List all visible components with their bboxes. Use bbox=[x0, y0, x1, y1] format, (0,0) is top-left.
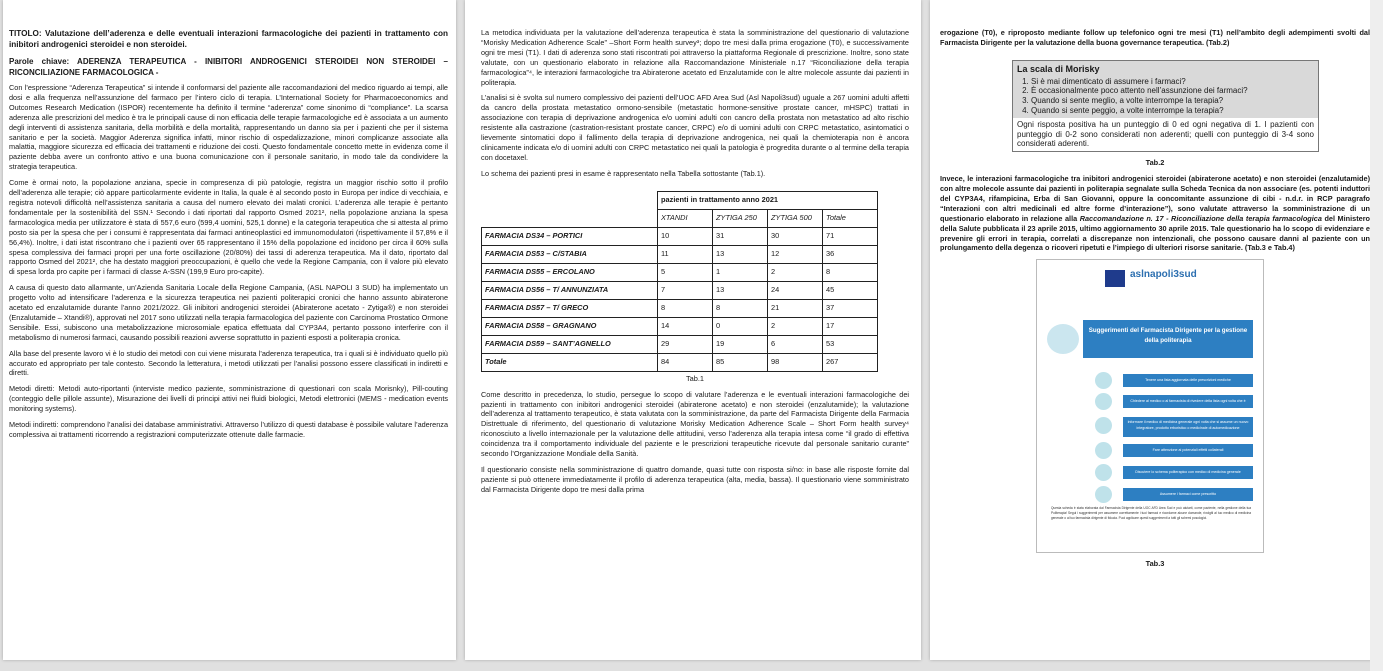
paragraph: Il questionario consiste nella somministrazione di quattro domande, quasi tutte con risposta si/no: in base alle risposte fornite dal paziente si può ottenere immediatamente il profilo di aderenza terapeutica (alta, media, bassa). Il questionario viene somministrato dal Farmacista Dirigente dopo tre mesi dalla prima bbox=[481, 464, 909, 494]
table-cell: 2 bbox=[768, 263, 823, 281]
table-row bbox=[482, 245, 878, 263]
table-cell: 1 bbox=[713, 263, 768, 281]
paragraph: erogazione (T0), e riproposto mediante follow up telefonico ogni tre mesi (T1) nell’ambito degli adempimenti svolti dal Farmacista Dirigente per la valutazione della buona governance terapeutica. (Tab.2) bbox=[940, 28, 1370, 47]
table-cell: 2 bbox=[768, 317, 823, 335]
table-row bbox=[482, 281, 878, 299]
page-3 bbox=[930, 0, 1380, 660]
table-caption: Tab.2 bbox=[1145, 158, 1165, 168]
pills-icon bbox=[1095, 417, 1112, 434]
table-row bbox=[482, 353, 878, 371]
keywords: Parole chiave: ADERENZA TERAPEUTICA - INIBITORI ANDROGENICI STEROIDEI NON STEROIDEI – RICONCILIAZIONE FARMACOLOGICA - bbox=[9, 57, 448, 77]
table-cell: 98 bbox=[768, 353, 823, 371]
morisky-list bbox=[1017, 77, 1314, 116]
logo-text: aslnapoli3sud bbox=[1130, 269, 1197, 281]
poster-item: Fare attenzione ai potenziali effetti collaterali bbox=[1123, 444, 1253, 457]
table-cell: 17 bbox=[823, 317, 878, 335]
table-cell: 85 bbox=[713, 353, 768, 371]
poster-item: Tenere una lista aggiornata delle prescrizioni mediche bbox=[1123, 374, 1253, 387]
table-cell: 14 bbox=[658, 317, 713, 335]
row-label: Totale bbox=[482, 353, 658, 371]
page-2 bbox=[465, 0, 921, 660]
scrollbar[interactable] bbox=[1370, 0, 1383, 671]
row-label: FARMACIA DS34 – PORTICI bbox=[482, 227, 658, 245]
table-cell: 53 bbox=[823, 335, 878, 353]
poster-item: Assumere i farmaci come prescritto bbox=[1123, 488, 1253, 501]
table-cell: 267 bbox=[823, 353, 878, 371]
row-label: FARMACIA DS55 – ERCOLANO bbox=[482, 263, 658, 281]
paragraph: L’analisi si è svolta sul numero complessivo dei pazienti dell’UOC AFD Area Sud (Asl Napoli3sud) uguale a 267 uomini adulti affetti da cancro della prostata metastatico ormono-sensibile (metastatic hormone-sensitive prostate cancer, mHSPC) trattati in associazione con terapia di deprivazione androgenica e/o uomini adulti con cancro della prostata non metastatico ad alto rischio resistente alla castrazione (castration-resistant prostate cancer, CRPC) e/o di uomini adulti con CRPC metastatico, asintomatici o lievemente sintomatici dopo il fallimento della terapia di deprivazione androgenica, nei quali la chemioterapia non è ancora clinicamente indicata e/o di uomini adulti con CRPC metastatico nei quali la patologia è progredita durante o al termine della terapia con docetaxel. bbox=[481, 93, 909, 162]
list-item: 4. Quando si sente peggio, a volte interrompe la terapia? bbox=[1031, 106, 1314, 116]
pharmacist-illustration bbox=[1047, 324, 1079, 354]
poster-note: Questa scheda è stata elaborata dal Farmacista Dirigente della UOC AFD Area Sud e può aiutarti, come paziente, nella gestione della tua Politerapia! Segui i suggerimenti per assumere correttamente i tuoi farmaci e ricordarne alcune domande, rivolgiti al tuo medico di medicina generale o al tuo farmacista dirigente di fiducia. Puoi applicare questi suggerimenti a tutti gli schemi posologici. bbox=[1051, 506, 1251, 521]
table-cell: 24 bbox=[768, 281, 823, 299]
table-cell: 0 bbox=[713, 317, 768, 335]
document-title: TITOLO: Valutazione dell’aderenza e delle eventuali interazioni farmacologiche dei pazienti in trattamento con inibitori androgenici steroidei e non steroidei. bbox=[9, 29, 448, 49]
table-cell: 10 bbox=[658, 227, 713, 245]
table-cell: 84 bbox=[658, 353, 713, 371]
table-cell: 45 bbox=[823, 281, 878, 299]
table-cell: 30 bbox=[768, 227, 823, 245]
table-cell: 8 bbox=[823, 263, 878, 281]
row-label: FARMACIA DS59 – SANT’AGNELLO bbox=[482, 335, 658, 353]
morisky-footer: Ogni risposta positiva ha un punteggio di 0 ed ogni negativa di 1. I pazienti con punteggio di 0-2 sono considerati non aderenti; quelli con punteggio di 3-4 sono considerati aderenti. bbox=[1017, 119, 1314, 149]
column-header: ZYTIGA 250 bbox=[713, 209, 768, 227]
row-label: FARMACIA DS57 – T/ GRECO bbox=[482, 299, 658, 317]
morisky-title: La scala di Morisky bbox=[1017, 63, 1100, 74]
paragraph: Lo schema dei pazienti presi in esame è rappresentato nella Tabella sottostante (Tab.1). bbox=[481, 168, 766, 178]
table-cell: 8 bbox=[658, 299, 713, 317]
paragraph: La metodica individuata per la valutazione dell’aderenza terapeutica è stata la somministrazione del questionario di valutazione “Morisky Medication Adherence Scale” –Short Form health survey³; dopo tre mesi dalla prima erogazione (T0), e successivamente ogni tre mesi (T1). I dati di aderenza sono stati riscontrati poi attraverso la piattaforma Regionale di prescrizione. Inoltre, sono state valutate, con un questionario elaborato in relazione alla Raccomandazione Ministeriale n.17 “Riconciliazione della terapia farmacologica”⁴, le interazioni farmacologiche tra Abiraterone acetato ed Enzalutamide con le altre molecole assunte dai pazienti in politerapia. bbox=[481, 28, 909, 87]
paragraph: Invece, le interazioni farmacologiche tra inibitori androgenici steroidei (abiraterone acetato) e non steroidei (enzalutamide) con altre molecole assunte dai pazienti in politerapia segnalate sulla Scheda Tecnica da non associare (es. potenti induttori del CYP3A4, rifampicina, Erba di San Giovanni, oppure la concomitante assunzione di cibi - n.d.r. in RCP paragrafo “Interazioni con altri medicinali ed altre forme d’interazione”), sono valutate attraverso la somministrazione di un questionario elaborato in relazione alla Raccomandazione n. 17 - Riconciliazione della terapia farmacologica del Ministero della Salute pubblicata il 23 aprile 2015, ultimo aggiornamento 30 aprile 2015. Tale questionario ha lo scopo di evidenziare e prevenire gli errori in terapia, correlati a discrepanze non intenzionali, che possono causare danni al paziente con un prolungamento della degenza o ricoveri ripetuti e l’impiego di ulteriori risorse sanitarie. (Tab.3 e Tab.4) bbox=[940, 174, 1370, 253]
row-label: FARMACIA DS53 – C/STABIA bbox=[482, 245, 658, 263]
paragraph: Con l’espressione “Aderenza Terapeutica” si intende il conformarsi del paziente alle raccomandazioni del medico riguardo ai tempi, alle dosi e alla frequenza nell’assunzione del farmaco per l’intero ciclo di terapia. L’International Society for Pharmacoeconomics and Outcomes Research Medication (ISPOR) recentemente ha definito il termine “aderenza” come sinonimo di “compliance”. La scarsa aderenza alle prescrizioni del medico è tra le principali cause di non efficacia delle terapie farmacologiche ed è associata a un aumento degli interventi di assistenza sanitaria, della morbilità e della mortalità, rappresentando un danno sia per i pazienti che per il sistema sanitario e per la società. Maggior Aderenza significa infatti, minor rischio di ospedalizzazione, minori complicanze associate alla malattia, maggiore sicurezza ed efficacia dei trattamenti e riduzione dei costi. Questo fondamentale concetto mette in evidenza come il paziente debba avere un confronto attivo e una buona comunicazione con il personale sanitario, in modo tale da condividere la strategia terapeutica. bbox=[9, 83, 448, 172]
asl-logo-icon bbox=[1105, 270, 1125, 287]
warning-icon bbox=[1095, 442, 1112, 459]
poster-item: Discutere lo schema politerapico con medico di medicina generale bbox=[1123, 466, 1253, 479]
paragraph: Metodi diretti: Metodi auto-riportanti (interviste medico paziente, somministrazione di questionari con scala Morisnky), Pill-couting (conteggio delle pillole assunte), Misurazione dei livelli di principi attivi nei fluidi biologici, Metodi elettronici (MEMS - medication events monitoring systems). bbox=[9, 384, 448, 414]
poster-item: Chiedere al medico o al farmacista di rivedere della lista ogni volta che è aggiunto l'attivo bbox=[1123, 395, 1253, 408]
list-item: 2. È occasionalmente poco attento nell’assunzione dei farmaci? bbox=[1031, 86, 1314, 96]
poster-band: Suggerimenti del Farmacista Dirigente per la gestione della politerapia bbox=[1083, 320, 1253, 358]
paragraph: A causa di questo dato allarmante, un’Azienda Sanitaria Locale della Regione Campania, (ASL NAPOLI 3 SUD) ha implementato un progetto volto ad intensificare l’aderenza e la sicurezza terapeutica nei pazienti politerapici cronici che hanno assunto abiraterone acetato ed enzalutamide durante l’anno 2021/2022. Gli inibitori androgenici steroidei (Abiraterone acetato - Zytiga®) e non steroidei (Enzalutamide – Xtandi®), approvati nel 2017 sono utilizzati nella terapia farmacologica del paziente con Carcinoma Prostatico Ormone Sensibile. Essi, subiscono una metabolizzazione microsomiale epatica effettuata dal CYP3A4, pertanto possono interferire con il metabolismo di numerosi farmaci, causando possibili reazioni avverse soprattutto in pazienti esposti a politerapia cronica. bbox=[9, 283, 448, 342]
list-item: 1. Si è mai dimenticato di assumere i farmaci? bbox=[1031, 77, 1314, 87]
table-cell: 7 bbox=[658, 281, 713, 299]
table-row bbox=[482, 317, 878, 335]
table-row bbox=[482, 263, 878, 281]
table-cell: 12 bbox=[768, 245, 823, 263]
paragraph: Come è ormai noto, la popolazione anziana, specie in compresenza di più patologie, registra un maggior rischio sotto il profilo dell’aderenza alle terapie; ciò appare particolarmente evidente in Italia, la quale è al secondo posto in Europa per indice di vecchiaia, e registra notevoli difficoltà nell’assistenza sanitaria a causa del numero elevato dei malati cronici. L’aderenza alle terapie è pertanto fondamentale per la sostenibilità del SSN.¹ Secondo i dati riportati dal rapporto Osmed 2021², nella popolazione anziana la spesa farmacologica media per utilizzatore è stata di 557,6 euro (599,4 uomini, 525,1 donne) e la categoria terapeutica che si attesta al primo posto sia per la spesa che per i consumi è rappresentata dai farmaci antineoplastici ed immunomodulatori (rispettivamente il 57,8% e il 56,4%). Inoltre, i dati istat riscontrano che i pazienti over 65 rappresentano il 15% della popolazione ed incidono per circa il 60% sulla spesa complessiva dei farmaci propri per una forte oscillazione (20/80%) dei tassi di aderenza terapeutica. Ma il dato, riportato dal rapporto Osmed del 2021², che ha destato maggiori preoccupazioni, è quello che vede la Regione Campania, con il valore più elevato di spesa lorda pro capite per i farmaci di classe A-SSN (199,9 Euro pro-capite). bbox=[9, 178, 448, 277]
table-cell: 36 bbox=[823, 245, 878, 263]
checklist-icon bbox=[1095, 486, 1112, 503]
table-header: pazienti in trattamento anno 2021 bbox=[658, 191, 878, 209]
table-cell: 29 bbox=[658, 335, 713, 353]
table-row bbox=[482, 227, 878, 245]
table-cell: 11 bbox=[658, 245, 713, 263]
table-cell: 13 bbox=[713, 245, 768, 263]
column-header: XTANDI bbox=[658, 209, 713, 227]
table-cell: 21 bbox=[768, 299, 823, 317]
list-item: 3. Quando si sente meglio, a volte interrompe la terapia? bbox=[1031, 96, 1314, 106]
table-cell: 13 bbox=[713, 281, 768, 299]
morisky-scale-box bbox=[1012, 60, 1319, 152]
table-cell: 71 bbox=[823, 227, 878, 245]
paragraph: Metodi indiretti: comprendono l’analisi dei database amministrativi. Attraverso l’utilizzo di questi database è possibile valutare l’aderenza complessiva ai trattamenti ricorrendo a registrazioni computerizzate ottenute dalle farmacie. bbox=[9, 420, 448, 439]
patients-table bbox=[481, 191, 878, 372]
table-caption: Tab.1 bbox=[685, 373, 705, 383]
chat-icon bbox=[1095, 464, 1112, 481]
table-row bbox=[482, 335, 878, 353]
page-1 bbox=[3, 0, 456, 660]
paragraph: Alla base del presente lavoro vi è lo studio dei metodi con cui viene misurata l’aderenza terapeutica, tra i quali si è individuato quello più accurato ed appropriato per tale contesto. Secondo la letteratura, i metodi utilizzati per l’analisi possono essere classificati in indiretti e diretti. bbox=[9, 348, 448, 378]
list-icon bbox=[1095, 372, 1112, 389]
table-row bbox=[482, 299, 878, 317]
table-cell: 31 bbox=[713, 227, 768, 245]
poster-image bbox=[1036, 259, 1264, 553]
table-cell: 6 bbox=[768, 335, 823, 353]
table-cell: 8 bbox=[713, 299, 768, 317]
paragraph: Come descritto in precedenza, lo studio, persegue lo scopo di valutare l’aderenza e le eventuali interazioni farmacologiche dei pazienti in trattamento con inibitori androgenici steroidei (abiraterone acetato) e non steroidei (enzalutamide); la valutazione dell’aderenza al trattamento terapeutico, è stata valutata con la somministrazione, da parte del Farmacista Dirigente della Farmacia Distrettuale di riferimento, del questionario di valutazione Morisky Medication Adherence Scale – Short Form health survey⁴ riconosciuto a livello internazionale per la valutazione delle attitudini, verso l’aderenza alla terapia intesa come “il grado di effettiva coincidenza tra il comportamento individuale del paziente e le prescrizioni terapeutiche ricevute dal personale sanitario curante” secondo l’Organizzazione Mondiale della Sanità. bbox=[481, 389, 909, 459]
table-cell: 5 bbox=[658, 263, 713, 281]
table-caption: Tab.3 bbox=[1145, 559, 1165, 569]
doctor-icon bbox=[1095, 393, 1112, 410]
table-cell: 19 bbox=[713, 335, 768, 353]
table-cell: 37 bbox=[823, 299, 878, 317]
row-label: FARMACIA DS56 – T/ ANNUNZIATA bbox=[482, 281, 658, 299]
poster-item: Informare il medico di medicina generale ogni volta che si assume un nuovo integratore, prodotto erboristico o medicinale di automedicazione bbox=[1123, 417, 1253, 437]
row-label: FARMACIA DS58 – GRAGNANO bbox=[482, 317, 658, 335]
column-header: ZYTIGA 500 bbox=[768, 209, 823, 227]
column-header: Totale bbox=[823, 209, 878, 227]
